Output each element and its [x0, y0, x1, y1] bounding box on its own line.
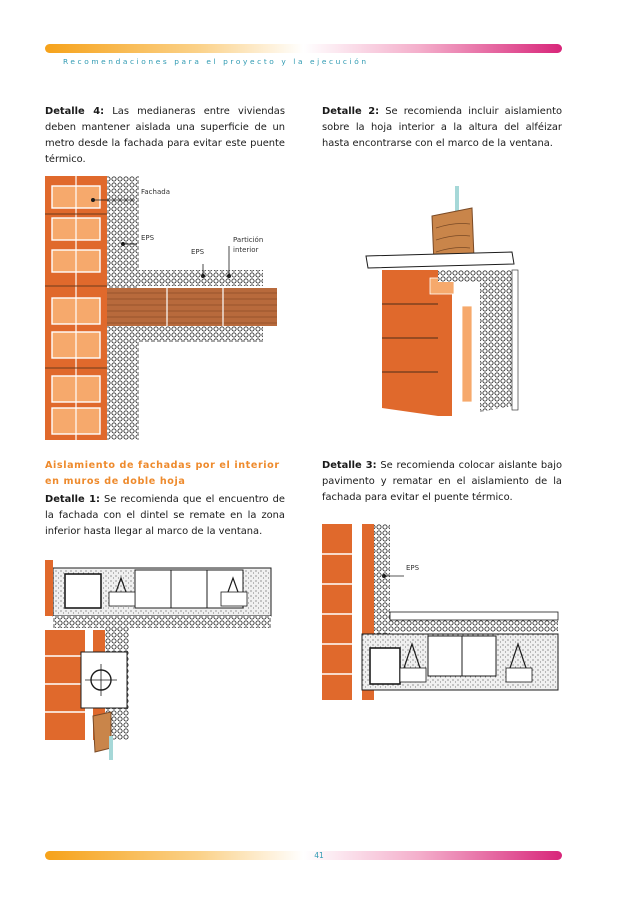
header-gradient-band [45, 44, 562, 53]
detalle-4-label: Detalle 4: [45, 106, 105, 117]
label-particion-2: interior [233, 246, 259, 254]
detalle-1-label: Detalle 1: [45, 494, 100, 505]
label-fachada: Fachada [141, 188, 170, 196]
figure-detalle-4 [45, 176, 285, 440]
detalle-3-text: Se recomienda colocar aislante bajo pavimento y rematar en el aislamiento de la fachada para evitar el puente térmico. [322, 460, 562, 503]
section-title: Aislamiento de fachadas por el interior en muros de doble hoja [45, 460, 280, 487]
label-eps-wall: EPS [141, 234, 155, 242]
detalle-2-label: Detalle 2: [322, 106, 380, 117]
detalle-4-text: Las medianeras entre viviendas deben mantener aislada una superficie de un metro desde la fachada para evitar este puente térmico. [45, 106, 285, 165]
running-head: Recomendaciones para el proyecto y la ejecución [63, 57, 369, 66]
detalle-2-paragraph [322, 104, 562, 152]
label-particion-1: Partición [233, 236, 264, 244]
page-number: 41 [314, 851, 324, 860]
detalle-1-text: Se recomienda que el encuentro de la fachada con el dintel se remate en la zona inferior hasta llegar al marco de la ventana. [45, 494, 285, 537]
figure-detalle-2 [362, 186, 522, 426]
detalle-2-text: Se recomienda incluir aislamiento sobre la hoja interior a la altura del alféizar hasta encontrarse con el marco de la ventana. [322, 106, 563, 149]
label-eps-floor: EPS [406, 564, 420, 572]
figure-detalle-3 [322, 524, 562, 700]
label-eps-partition: EPS [191, 248, 205, 256]
detalle-4-paragraph [45, 104, 285, 168]
figure-detalle-1 [45, 560, 285, 760]
detalle-3-paragraph [322, 458, 562, 506]
detalle-1-paragraph [45, 492, 285, 540]
detalle-3-label: Detalle 3: [322, 460, 377, 471]
